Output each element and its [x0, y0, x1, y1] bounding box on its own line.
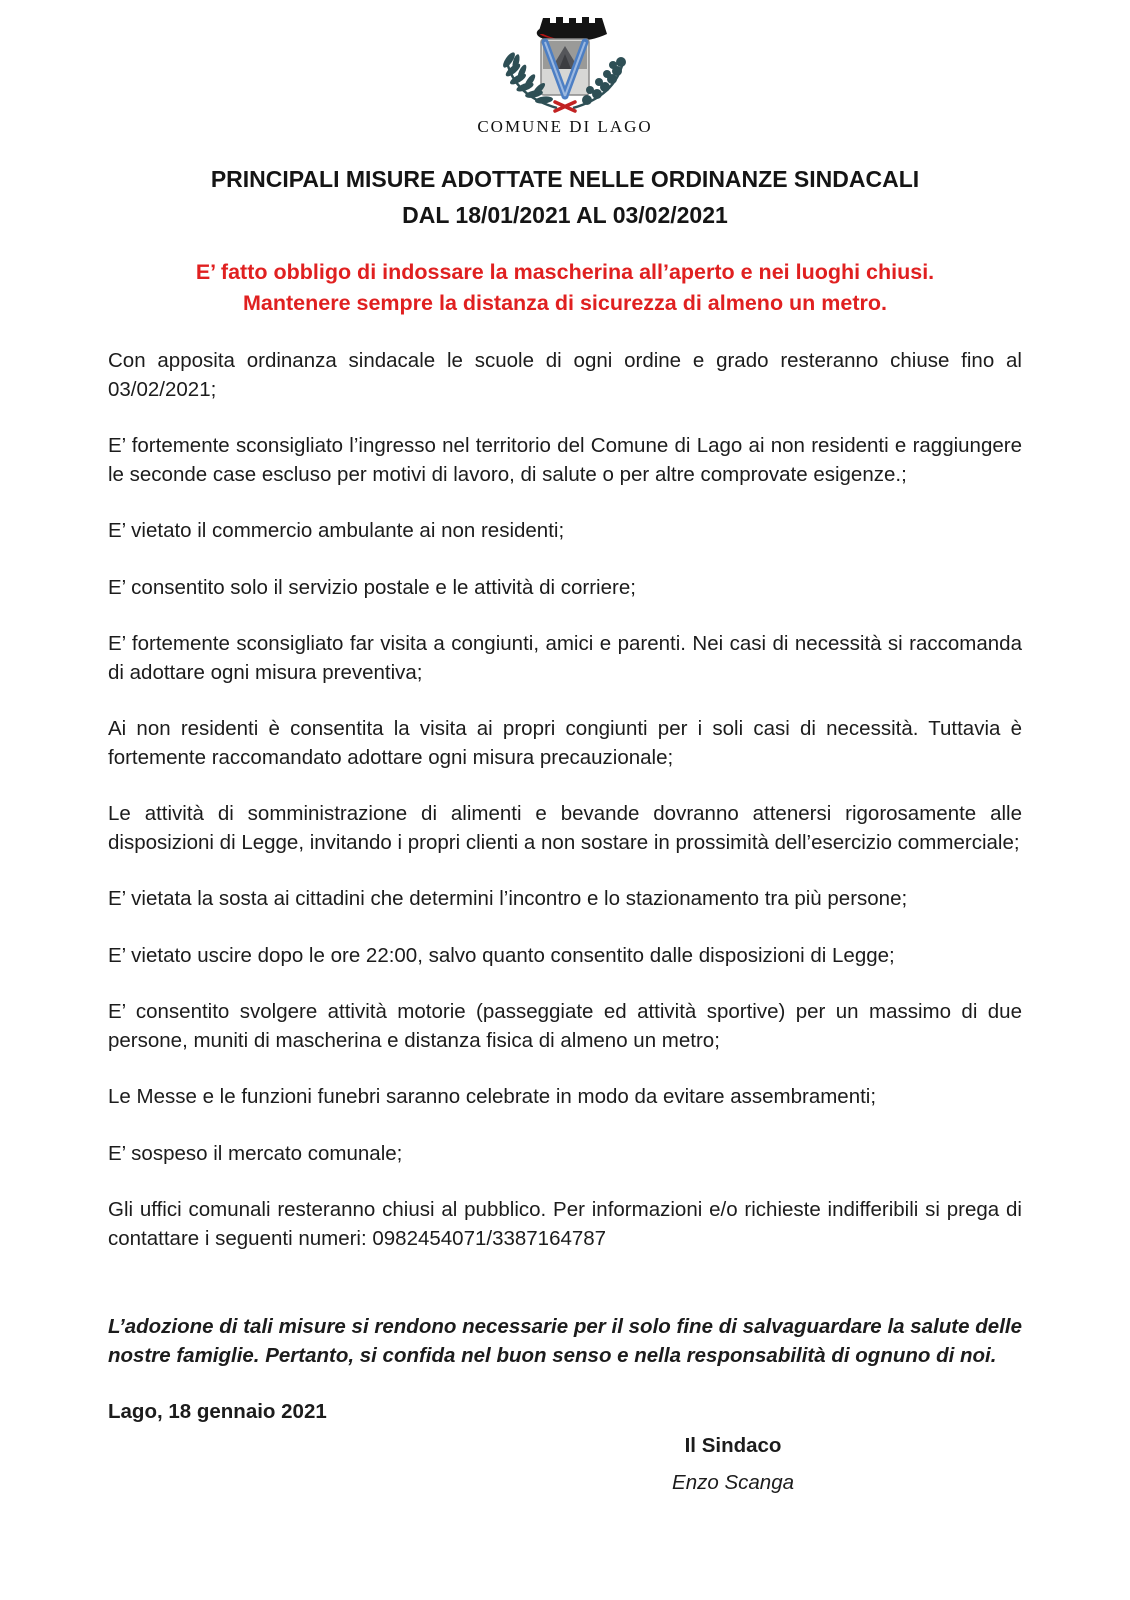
crest-caption: COMUNE DI LAGO	[477, 117, 653, 136]
measure-paragraph: E’ vietato uscire dopo le ore 22:00, salvo quanto consentito dalle disposizioni di Legge;	[108, 943, 895, 967]
measure-paragraph: E’ vietata la sosta ai cittadini che determini l’incontro e lo stazionamento tra più persone;	[108, 887, 908, 910]
measure-paragraph: Le attività di somministrazione di alimenti e bevande dovranno attenersi rigorosamente alle disposizioni di Legge, invitando i propri clienti a non sostare in prossimità dell’esercizio commerciale;	[108, 802, 1022, 854]
measures-list	[108, 347, 1022, 1427]
signature-block	[672, 1431, 794, 1497]
measure-paragraph: E’ consentito solo il servizio postale e le attività di corriere;	[108, 575, 636, 599]
measure-paragraph: E’ vietato il commercio ambulante ai non residenti;	[108, 519, 565, 542]
signature-role: Il Sindaco	[684, 1433, 782, 1457]
measure-paragraph: Le Messe e le funzioni funebri saranno celebrate in modo da evitare assembramenti;	[108, 1085, 877, 1108]
measure-paragraph: E’ fortemente sconsigliato l’ingresso nel territorio del Comune di Lago ai non residenti e raggiungere le seconde case escluso per motivi di lavoro, di salute o per altre comprovate esigenze.;	[108, 434, 1022, 486]
document-title	[108, 161, 1022, 233]
signature-name: Enzo Scanga	[672, 1470, 794, 1494]
notice-line1: E’ fatto obbligo di indossare la mascherina all’aperto e nei luoghi chiusi.	[195, 260, 935, 284]
municipal-coat-of-arms-icon	[485, 10, 645, 114]
measure-paragraph: Gli uffici comunali resteranno chiusi al pubblico. Per informazioni e/o richieste indifferibili si prega di contattare i seguenti numeri: 0982454071/3387164787	[108, 1198, 1022, 1250]
place-date-line: Lago, 18 gennaio 2021	[108, 1400, 327, 1423]
measure-paragraph: E’ fortemente sconsigliato far visita a congiunti, amici e parenti. Nei casi di necessità si raccomanda di adottare ogni misura preventiva;	[108, 632, 1022, 684]
notice-line2: Mantenere sempre la distanza di sicurezza di almeno un metro.	[243, 291, 887, 315]
mask-obligation-notice	[108, 257, 1022, 319]
municipal-crest	[108, 10, 1022, 137]
measure-paragraph: E’ consentito svolgere attività motorie (passeggiate ed attività sportive) per un massimo di due persone, muniti di mascherina e distanza fisica di almeno un metro;	[108, 1000, 1022, 1052]
document-title-line1: PRINCIPALI MISURE ADOTTATE NELLE ORDINANZE SINDACALI	[210, 166, 920, 192]
document-title-line2: DAL 18/01/2021 AL 03/02/2021	[402, 202, 728, 228]
measure-paragraph: Ai non residenti è consentita la visita ai propri congiunti per i soli casi di necessità. Tuttavia è fortemente raccomandato adottare ogni misura precauzionale;	[108, 717, 1022, 769]
measure-paragraph: Con apposita ordinanza sindacale le scuole di ogni ordine e grado resteranno chiuse fino al 03/02/2021;	[108, 349, 1022, 401]
measure-paragraph: E’ sospeso il mercato comunale;	[108, 1141, 403, 1165]
closing-statement: L’adozione di tali misure si rendono necessarie per il solo fine di salvaguardare la salute delle nostre famiglie. Pertanto, si confida nel buon senso e nella responsabilità di ognuno di noi.	[108, 1315, 1022, 1367]
